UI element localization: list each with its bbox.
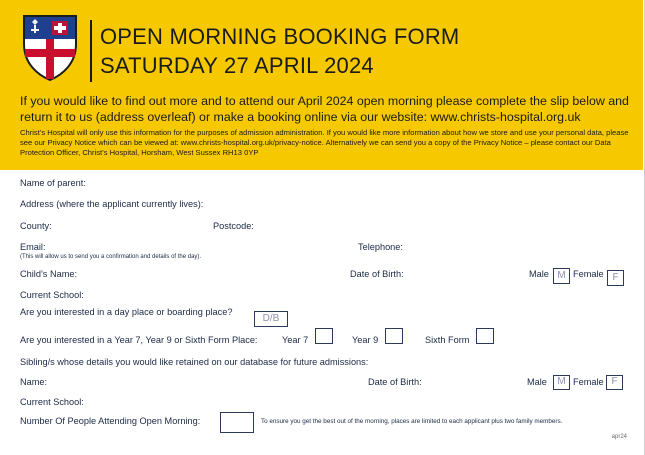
sibling-question: Sibling/s whose details you would like retained on our database for future admissions: xyxy=(20,357,369,367)
date-of-birth-label: Date of Birth: xyxy=(350,269,404,279)
email-label: Email: xyxy=(20,242,46,252)
childs-name-label: Child’s Name: xyxy=(20,269,78,279)
sibling-female-checkbox[interactable] xyxy=(606,375,623,390)
male-checkbox[interactable] xyxy=(553,268,570,284)
header-banner xyxy=(0,0,643,170)
email-note: (This will allow us to send you a confirmation and details of the day). xyxy=(20,254,202,260)
address-label: Address (where the applicant currently lives): xyxy=(20,199,204,209)
day-boarding-box-text: D/B xyxy=(262,313,280,324)
female-checkbox[interactable] xyxy=(607,270,624,286)
intro-text: If you would like to find out more and to attend our April 2024 open morning please complete the slip below and return it to us (address overleaf) or make a booking online via our website: www.christs-hospital.org.uk xyxy=(20,94,629,124)
name-of-parent-label: Name of parent: xyxy=(20,178,86,188)
day-boarding-input[interactable] xyxy=(254,311,288,327)
sibling-school-label: Current School: xyxy=(20,397,84,407)
form-code: apr24 xyxy=(611,434,627,440)
title-divider xyxy=(90,20,92,82)
sibling-female-label: Female xyxy=(573,377,604,387)
form-date: SATURDAY 27 APRIL 2024 xyxy=(100,53,374,78)
school-crest-logo xyxy=(22,14,78,82)
attending-note: To ensure you get the best out of the morning, places are limited to each applicant plus two family members. xyxy=(261,418,563,425)
year7-label: Year 7 xyxy=(282,335,309,345)
male-box-text: M xyxy=(557,270,566,281)
attending-count-input[interactable] xyxy=(220,412,254,433)
postcode-label: Postcode: xyxy=(213,221,254,231)
county-label: County: xyxy=(20,221,52,231)
year7-checkbox[interactable] xyxy=(315,328,333,344)
current-school-label: Current School: xyxy=(20,290,84,300)
female-label: Female xyxy=(573,269,604,279)
sibling-male-label: Male xyxy=(527,377,547,387)
sixth-form-label: Sixth Form xyxy=(425,335,470,345)
sibling-male-box-text: M xyxy=(557,376,566,387)
privacy-notice: Christ’s Hospital will only use this information for the purposes of admission administration. If you would like more information about how we store and use your personal data, please see our Privacy Notice which can be viewed at: www.christs-hospital.org.uk/privacy-notice. Alternatively we can send you a copy of the Privacy Notice – please contact our Data Protection Officer, Christ’s Hospital, Horsham, West Sussex RH13 0YP xyxy=(20,128,629,157)
year-question: Are you interested in a Year 7, Year 9 or Sixth Form Place: xyxy=(20,335,258,345)
year9-checkbox[interactable] xyxy=(385,328,403,344)
female-box-text: F xyxy=(612,272,619,283)
day-boarding-question: Are you interested in a day place or boarding place? xyxy=(20,307,233,317)
sibling-dob-label: Date of Birth: xyxy=(368,377,422,387)
sibling-name-label: Name: xyxy=(20,377,48,387)
sibling-male-checkbox[interactable] xyxy=(553,375,570,390)
year9-label: Year 9 xyxy=(352,335,379,345)
form-title: OPEN MORNING BOOKING FORM xyxy=(100,24,460,49)
sibling-female-box-text: F xyxy=(611,376,618,387)
male-label: Male xyxy=(529,269,549,279)
sixth-form-checkbox[interactable] xyxy=(476,328,494,344)
attending-question: Number Of People Attending Open Morning: xyxy=(20,416,201,426)
telephone-label: Telephone: xyxy=(358,242,403,252)
